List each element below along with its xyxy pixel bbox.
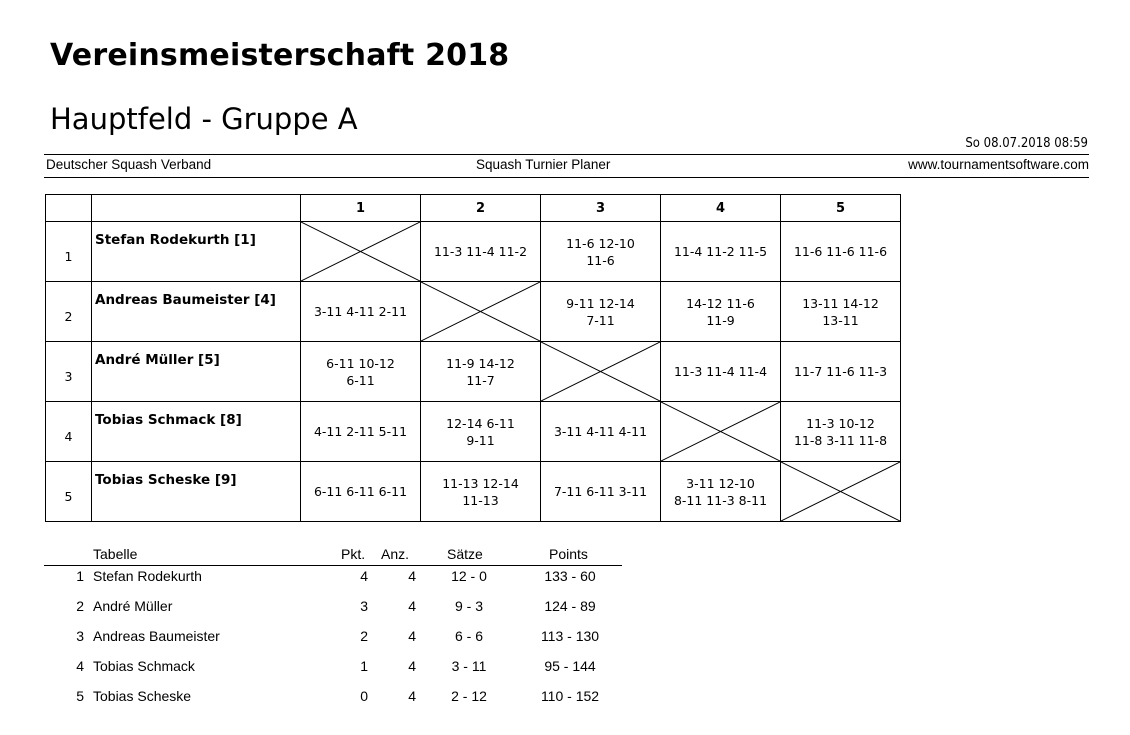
standings-rank: 3 [76,628,84,644]
saetze-column-header: Sätze [447,546,483,562]
organizer-label: Deutscher Squash Verband [46,157,212,172]
self-match-cell [421,282,541,342]
match-result: 4-11 2-11 5-11 [301,402,421,462]
matrix-row [46,402,901,462]
standings-anz: 4 [408,568,416,584]
cross-out-mark [421,282,540,341]
matrix-header-row [46,195,901,222]
standings-anz: 4 [408,598,416,614]
player-name: André Müller [5] [92,342,301,402]
matrix-corner-cell [46,195,92,222]
matrix-row [46,462,901,522]
standings-points: 95 - 144 [544,658,596,674]
match-result: 12-14 6-11 9-11 [421,402,541,462]
standings-player: Andreas Baumeister [93,628,220,644]
website-label: www.tournamentsoftware.com [908,157,1089,172]
self-match-cell [541,342,661,402]
match-result: 14-12 11-6 11-9 [661,282,781,342]
standings-saetze: 3 - 11 [451,658,487,674]
matrix-row [46,342,901,402]
anz-column-header: Anz. [381,546,410,562]
player-name: Andreas Baumeister [4] [92,282,301,342]
match-result: 11-7 11-6 11-3 [781,342,901,402]
match-result: 11-4 11-2 11-5 [661,222,781,282]
match-result: 9-11 12-14 7-11 [541,282,661,342]
pkt-column-header: Pkt. [341,546,366,562]
match-result: 11-6 12-10 11-6 [541,222,661,282]
standings-saetze: 12 - 0 [451,568,487,584]
standings-title: Tabelle [93,546,138,562]
match-result: 3-11 4-11 2-11 [301,282,421,342]
results-matrix [45,194,901,522]
standings-rank: 4 [76,658,84,674]
standings-anz: 4 [408,688,416,704]
standings-points: 124 - 89 [544,598,596,614]
standings-row [44,596,624,626]
standings-rank: 5 [76,688,84,704]
row-index: 2 [46,282,92,342]
player-name: Stefan Rodekurth [1] [92,222,301,282]
matrix-row [46,282,901,342]
standings-saetze: 9 - 3 [454,598,483,614]
standings-player: Tobias Schmack [93,658,195,674]
standings-pkt: 0 [360,688,368,704]
standings-points: 110 - 152 [540,688,600,704]
match-result: 3-11 4-11 4-11 [541,402,661,462]
matrix-column-header: 3 [541,195,661,222]
match-result: 6-11 6-11 6-11 [301,462,421,522]
matrix-row [46,222,901,282]
player-name: Tobias Scheske [9] [92,462,301,522]
standings-player: Tobias Scheske [93,688,192,704]
group-subtitle: Hauptfeld - Gruppe A [50,102,358,136]
match-result: 11-3 10-12 11-8 3-11 11-8 [781,402,901,462]
cross-out-mark [781,462,900,521]
standings-pkt: 1 [360,658,368,674]
standings-rank: 2 [76,598,84,614]
standings-pkt: 4 [360,568,368,584]
standings-player: Stefan Rodekurth [93,568,202,584]
standings-pkt: 2 [360,628,368,644]
software-label: Squash Turnier Planer [476,157,611,172]
report-header-bar [44,154,1089,178]
match-result: 3-11 12-10 8-11 11-3 8-11 [661,462,781,522]
standings-rank: 1 [76,568,84,584]
standings-saetze: 6 - 6 [454,628,483,644]
self-match-cell [661,402,781,462]
match-result: 11-6 11-6 11-6 [781,222,901,282]
standings-table [44,546,624,716]
self-match-cell [781,462,901,522]
standings-row [44,626,624,656]
matrix-column-header: 4 [661,195,781,222]
cross-out-mark [301,222,420,281]
standings-saetze: 2 - 12 [451,688,487,704]
row-index: 3 [46,342,92,402]
print-timestamp: So 08.07.2018 08:59 [965,136,1088,151]
match-result: 11-3 11-4 11-2 [421,222,541,282]
standings-header-row [44,546,622,566]
match-result: 6-11 10-12 6-11 [301,342,421,402]
page-title: Vereinsmeisterschaft 2018 [50,38,510,73]
match-result: 7-11 6-11 3-11 [541,462,661,522]
match-result: 11-3 11-4 11-4 [661,342,781,402]
matrix-column-header: 2 [421,195,541,222]
matrix-column-header: 1 [301,195,421,222]
cross-out-mark [541,342,660,401]
standings-anz: 4 [408,628,416,644]
row-index: 5 [46,462,92,522]
standings-points: 113 - 130 [540,628,600,644]
match-result: 13-11 14-12 13-11 [781,282,901,342]
player-name: Tobias Schmack [8] [92,402,301,462]
row-index: 4 [46,402,92,462]
standings-anz: 4 [408,658,416,674]
matrix-column-header: 5 [781,195,901,222]
matrix-corner-cell [92,195,301,222]
match-result: 11-9 14-12 11-7 [421,342,541,402]
match-result: 11-13 12-14 11-13 [421,462,541,522]
self-match-cell [301,222,421,282]
standings-row [44,566,624,596]
cross-out-mark [661,402,780,461]
row-index: 1 [46,222,92,282]
standings-pkt: 3 [360,598,368,614]
standings-points: 133 - 60 [544,568,596,584]
standings-player: André Müller [93,598,173,614]
points-column-header: Points [549,546,588,562]
standings-row [44,686,624,716]
standings-row [44,656,624,686]
